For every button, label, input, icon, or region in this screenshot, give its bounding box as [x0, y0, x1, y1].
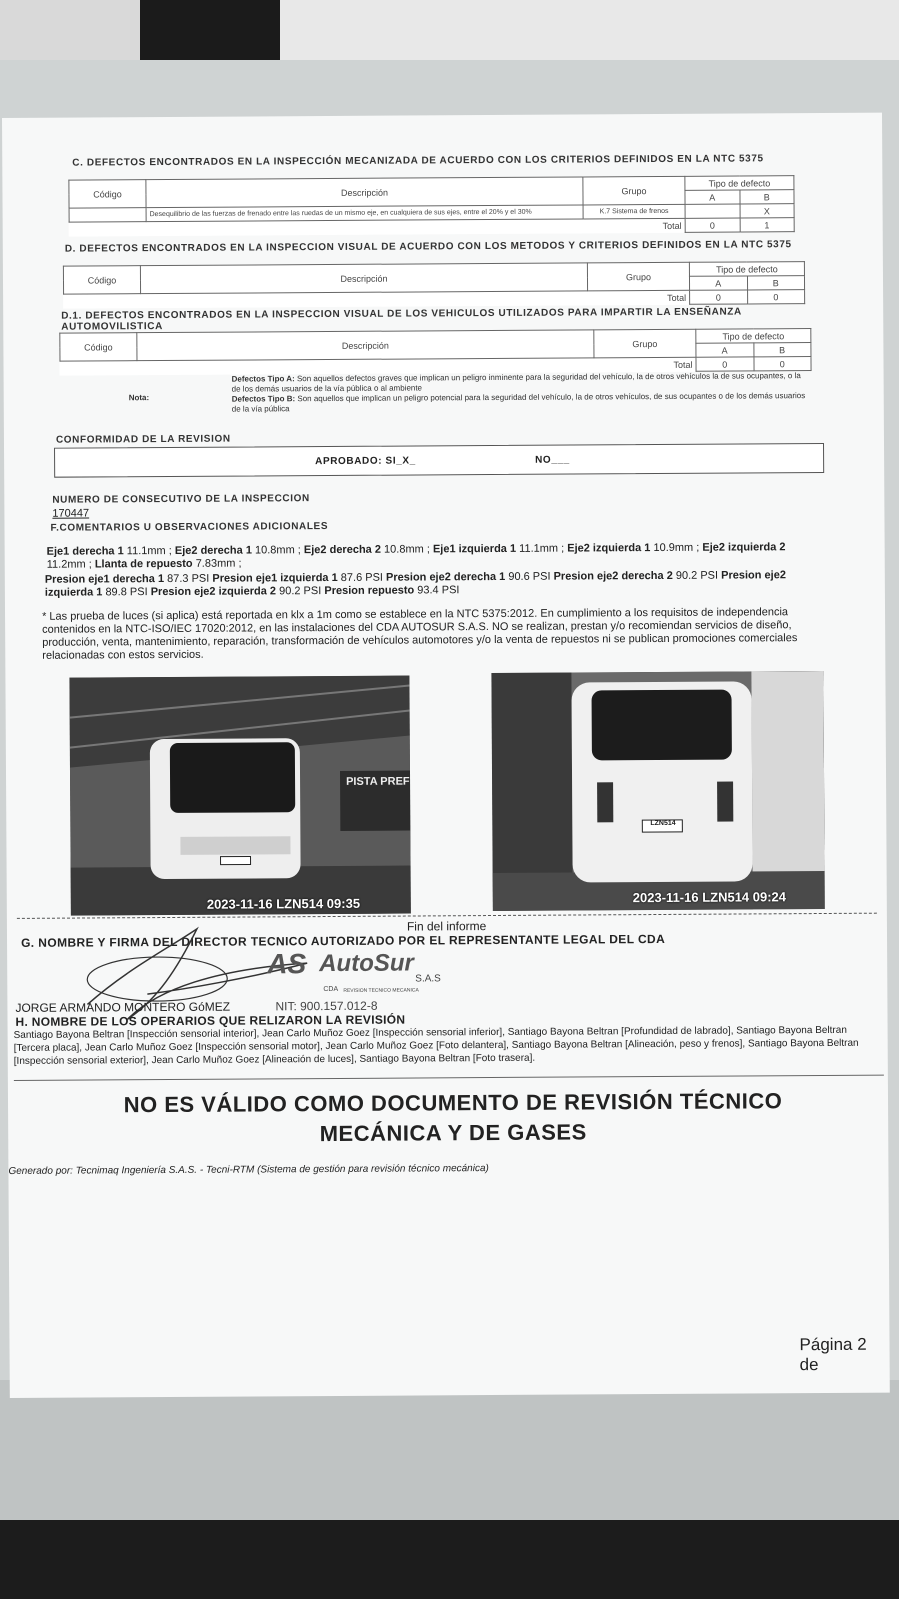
medicion-value: 7.83mm ;	[192, 557, 242, 570]
presion-label: Presion eje2 izquierda 2	[150, 585, 277, 599]
nota-label: Nota:	[128, 393, 150, 403]
photo-front	[69, 676, 410, 916]
aprobado-text: APROBADO: SI_X_	[315, 455, 416, 468]
header-b: B	[739, 190, 794, 204]
section-c-title: C. DEFECTOS ENCONTRADOS EN LA INSPECCIÓN MECANIZADA DE ACUERDO CON LOS CRITERIOS DEFINIDOS EN LA NTC 5375	[72, 153, 764, 169]
tipo-a-label: Defectos Tipo A:	[231, 374, 295, 384]
section-d1-title: D.1. DEFECTOS ENCONTRADOS EN LA INSPECCION VISUAL DE LOS VEHICULOS UTILIZADOS PARA IMPARTIR LA ENSEÑANZA AUTOMOVILISTICA	[61, 306, 742, 333]
presion-label: Presion eje1 derecha 1	[44, 573, 165, 586]
background-desk	[280, 0, 899, 60]
comentarios-luces: * Las prueba de luces (si aplica) está reportada en klx a 1m como se establece en la NTC 5375:2012. En cumplimiento a los requisitos de independencia contenidos en la NTC-ISO/IEC 17020:2012, en las instalaciones del CDA AUTOSUR S.A.S. NO se realizan, prestan y/o recomiendan servicios de diseño, producción, venta, mantenimiento, reparación, transformación de vehículos automotores y/o la venta de repuestos ni se publican promociones comerciales relacionadas con estos servicios.	[42, 606, 798, 662]
presion-value: 87.6 PSI	[337, 571, 387, 584]
comentarios-presiones	[45, 569, 817, 600]
total-a: 0	[696, 357, 754, 371]
operarios-text: Santiago Bayona Beltran [Inspección sensorial interior], Jean Carlo Muñoz Goez [Inspección sensorial inferior], Santiago Bayona Beltran [Profundidad de labrado], Santiago Bayona Beltran [Tercera placa], Jean Carlo Muñoz Goez [Inspección sensorial motor], Jean Carlo Muñoz Goez [Foto delantera], Santiago Bayona Beltran [Alineación, peso y frenos], Santiago Bayona Beltran [Inspección sensorial exterior], Jean Carlo Muñoz Goez [Alineación de luces], Santiago Bayona Beltran [Foto trasera].	[13, 1024, 859, 1067]
total-b: 0	[753, 357, 811, 371]
row-descripcion: Desequilibrio de las fuerzas de frenado entre las ruedas de un mismo eje, en cualquiera de sus ejes, entre el 20% y el 30%	[146, 205, 583, 222]
presion-value: 93.4 PSI	[414, 584, 460, 597]
row-b: X	[740, 204, 795, 218]
generado-por: Generado por: Tecnimaq Ingeniería S.A.S. - Tecni-RTM (Sistema de gestión para revisión técnico mecánica)	[8, 1163, 489, 1177]
photo-front-sign: PISTA PREF	[346, 775, 410, 788]
header-descripcion: Descripción	[146, 177, 583, 208]
presion-value: 90.6 PSI	[505, 570, 554, 583]
director-name: JORGE ARMANDO MONTERO GóMEZ	[15, 999, 231, 1015]
invalid-warning-line-2: MECÁNICA Y DE GASES	[319, 1119, 587, 1147]
photo-front-timestamp: 2023-11-16 LZN514 09:35	[206, 895, 361, 912]
document-page	[2, 113, 890, 1398]
presion-value: 90.2 PSI	[275, 585, 325, 598]
tipo-a-text: Son aquellos defectos graves que implican un peligro inminente para la seguridad del vehículo, la de otros vehículos la de sus ocupantes, o la de los demás usuarios de la vía pública o al ambiente	[231, 371, 801, 394]
photo-rear-timestamp: 2023-11-16 LZN514 09:24	[632, 889, 787, 906]
header-b: B	[753, 343, 811, 357]
medicion-value: 10.8mm ;	[251, 544, 304, 557]
row-codigo	[69, 208, 146, 222]
page-number: Página 2 de	[799, 1334, 867, 1375]
presion-value: 89.8 PSI	[102, 586, 151, 599]
header-tipo-defecto: Tipo de defecto	[685, 176, 794, 191]
presion-label: Presion repuesto	[324, 584, 415, 598]
total-label: Total	[667, 292, 687, 303]
operarios-title: H. NOMBRE DE LOS OPERARIOS QUE RELIZARON LA REVISIÓN	[15, 1012, 406, 1029]
header-tipo-defecto: Tipo de defecto	[696, 329, 811, 344]
presion-label: Presion eje2 izquierda 1	[44, 569, 786, 599]
header-grupo: Grupo	[594, 329, 696, 358]
tipo-b-text: Son aquellos que implican un peligro potencial para la seguridad del vehículo, la de otros vehículos, de sus ocupantes o de los demás usuarios de la vía pública	[231, 391, 806, 414]
medicion-label: Eje1 izquierda 1	[432, 542, 517, 556]
conformidad-box	[54, 443, 824, 478]
medicion-value: 10.8mm ;	[380, 543, 433, 556]
medicion-label: Llanta de repuesto	[94, 557, 193, 571]
section-d1-table	[59, 328, 811, 376]
header-descripcion: Descripción	[140, 263, 587, 294]
tipo-b-label: Defectos Tipo B:	[231, 394, 296, 404]
header-descripcion: Descripción	[137, 330, 594, 361]
medicion-label: Eje1 derecha 1	[46, 545, 124, 558]
medicion-value: 11.2mm ;	[46, 558, 95, 571]
header-codigo: Código	[69, 180, 146, 208]
section-c-table	[68, 175, 794, 236]
background-board-edge	[0, 1380, 899, 1520]
invalid-warning-line-1: NO ES VÁLIDO COMO DOCUMENTO DE REVISIÓN TÉCNICO	[123, 1088, 783, 1118]
medicion-label: Eje2 izquierda 2	[702, 541, 786, 554]
total-label: Total	[662, 220, 682, 231]
presion-value: 90.2 PSI	[672, 569, 722, 582]
section-d-title: D. DEFECTOS ENCONTRADOS EN LA INSPECCION VISUAL DE ACUERDO CON LOS METODOS Y CRITERIOS DEFINIDOS EN LA NTC 5375	[64, 239, 792, 255]
presion-value: 87.3 PSI	[164, 572, 213, 586]
plate-text: LZN514	[650, 819, 676, 828]
nota-text	[232, 371, 807, 415]
conformidad-title: CONFORMIDAD DE LA REVISION	[55, 433, 231, 446]
header-codigo: Código	[63, 266, 140, 294]
photo-rear	[491, 671, 824, 911]
separator-line	[14, 1075, 884, 1081]
total-b: 1	[740, 218, 795, 232]
medicion-value: 10.9mm ;	[650, 541, 703, 555]
consecutivo-value: 170447	[52, 507, 90, 520]
fin-informe: Fin del informe	[406, 919, 487, 934]
presion-label: Presion eje2 derecha 2	[553, 569, 673, 583]
total-label: Total	[673, 359, 693, 370]
photo-rear-drawing	[491, 671, 824, 911]
logo-subtitle: REVISION TECNICO MECANICA	[343, 987, 419, 994]
header-grupo: Grupo	[583, 176, 685, 205]
medicion-label: Eje2 derecha 1	[174, 544, 252, 557]
background-floor	[0, 1520, 899, 1599]
row-grupo: K.7 Sistema de frenos	[583, 204, 685, 219]
no-text: NO___	[535, 454, 570, 466]
director-nit: NIT: 900.157.012-8	[275, 998, 378, 1014]
total-a: 0	[690, 290, 748, 304]
presion-label: Presion eje2 derecha 1	[385, 570, 506, 584]
header-codigo: Código	[60, 333, 137, 361]
consecutivo-title: NUMERO DE CONSECUTIVO DE LA INSPECCION	[52, 493, 310, 506]
logo-sas: S.A.S	[415, 973, 441, 985]
header-grupo: Grupo	[587, 262, 689, 291]
header-a: A	[696, 343, 754, 357]
header-a: A	[685, 190, 740, 204]
medicion-label: Eje2 derecha 2	[303, 543, 381, 557]
total-a: 0	[685, 218, 740, 232]
director-title: G. NOMBRE Y FIRMA DEL DIRECTOR TECNICO AUTORIZADO POR EL REPRESENTANTE LEGAL DEL CDA	[20, 931, 666, 950]
medicion-value: 11.1mm ;	[123, 544, 175, 558]
header-b: B	[747, 276, 805, 290]
row-a	[685, 204, 740, 218]
header-a: A	[689, 276, 747, 290]
medicion-label: Eje2 izquierda 1	[567, 542, 651, 555]
medicion-value: 11.1mm ;	[516, 542, 568, 555]
logo-autosur: AutoSur	[319, 949, 414, 978]
header-tipo-defecto: Tipo de defecto	[689, 262, 804, 277]
section-d-table	[63, 261, 805, 309]
logo-cda: CDA	[323, 985, 339, 994]
comentarios-title: F.COMENTARIOS U OBSERVACIONES ADICIONALES	[50, 521, 329, 534]
logo-as: AS	[267, 948, 307, 980]
presion-label: Presion eje1 izquierda 1	[212, 571, 338, 585]
photo-front-drawing	[69, 676, 410, 916]
comentarios-mediciones	[47, 541, 817, 572]
total-b: 0	[747, 290, 805, 304]
